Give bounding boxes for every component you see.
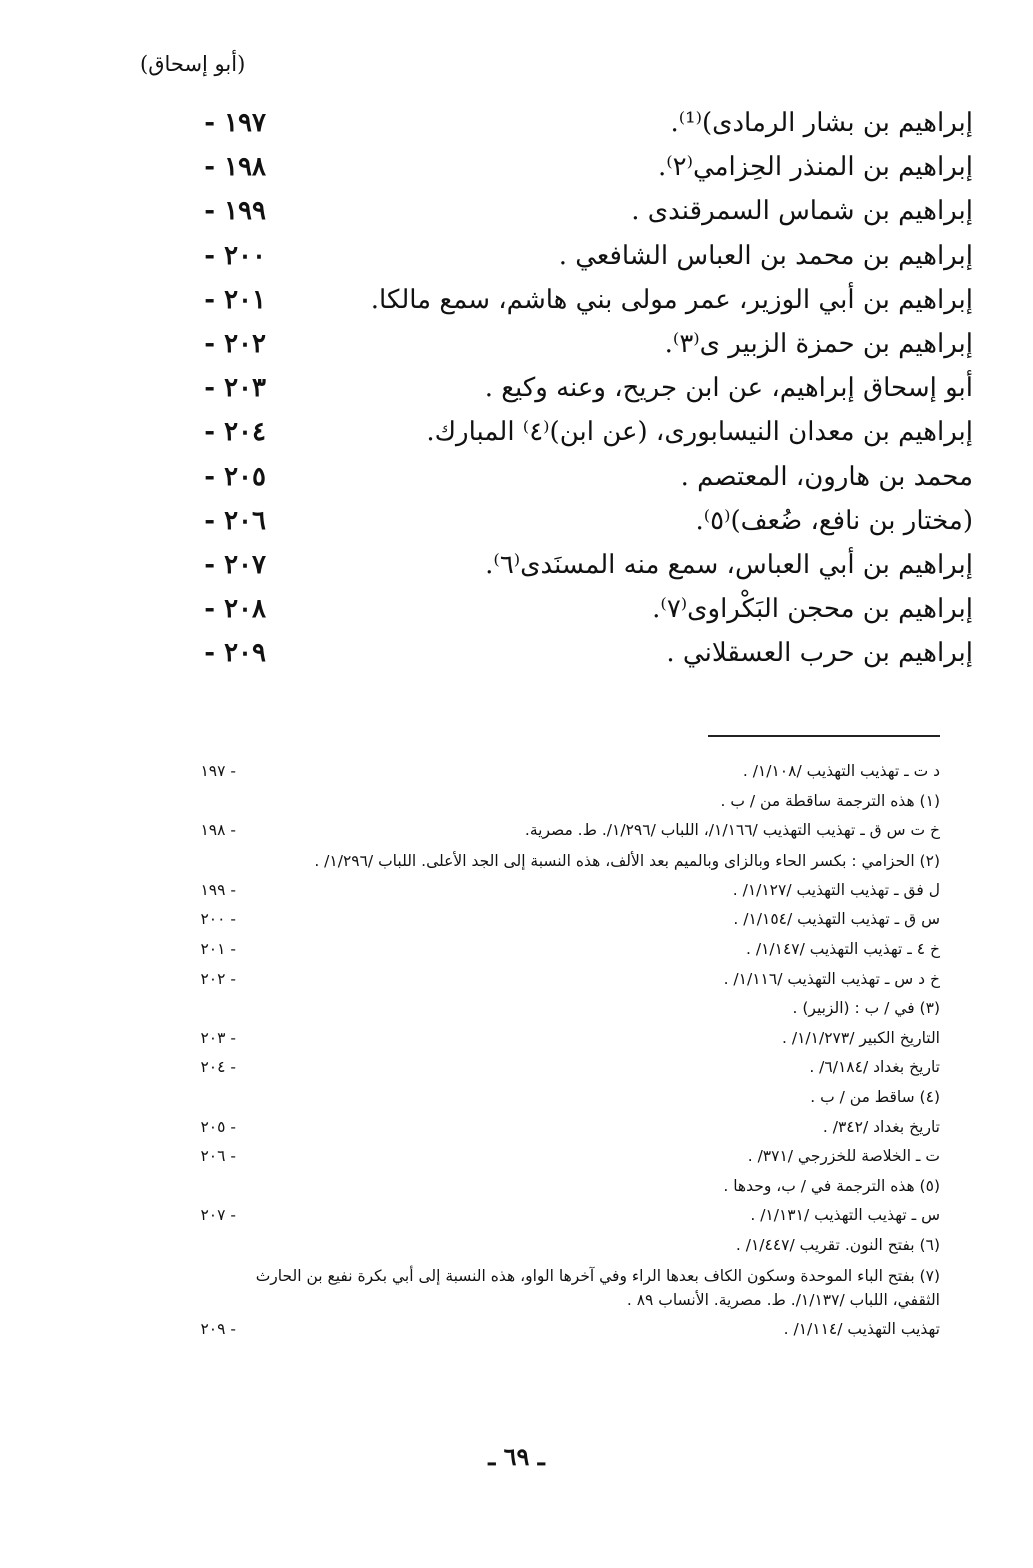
footnote-row	[140, 1142, 940, 1172]
footnote-number: - ٢٠٧	[200, 1206, 236, 1225]
footnote-text: س ـ تهذيب التهذيب /١/١٣١/ .	[750, 1206, 940, 1225]
entry-text: إبراهيم بن محجن البَكْراوى⁽٧⁾.	[652, 594, 973, 625]
footnote-number: - ٢٠٢	[200, 969, 236, 988]
entry-row	[153, 550, 973, 594]
entry-number: ٢٠٣ -	[204, 373, 266, 404]
entry-list	[153, 108, 973, 682]
footnote-row	[140, 1231, 940, 1261]
entry-text: أبو إسحاق إبراهيم، عن ابن جريح، وعنه وكيع .	[484, 373, 973, 404]
footnote-number: - ٢٠١	[200, 939, 236, 958]
entry-number: ٢٠٦ -	[204, 505, 266, 536]
footnote-text: (٢) الحزامي : بكسر الحاء وبالزاى وبالميم بعد الألف، هذه النسبة إلى الجد الأعلى. اللباب /١/٢٩٦/ .	[314, 851, 940, 870]
entry-text: إبراهيم بن محمد بن العباس الشافعي .	[558, 240, 973, 271]
entry-row	[153, 196, 973, 240]
footnote-row	[140, 876, 940, 906]
footnote-row	[140, 1201, 940, 1231]
entry-text: إبراهيم بن بشار الرمادى)⁽¹⁾.	[670, 108, 973, 138]
entry-row	[153, 638, 973, 682]
footnote-text: ت ـ الخلاصة للخزرجي /٣٧١/ .	[747, 1147, 940, 1166]
footnote-text: (٧) بفتح الباء الموحدة وسكون الكاف بعدها الراء وفي آخرها الواو، هذه النسبة إلى أبي بكرة نفيع بن الحارث الثقفي، اللباب /١/١٣٧/. ط. مصرية. الأنساب ٨٩ .	[255, 1266, 940, 1309]
footnote-text: تهذيب التهذيب /١/١١٤/ .	[783, 1319, 940, 1338]
footnote-row	[140, 1053, 940, 1083]
entry-number: ٢٠٠ -	[204, 240, 266, 271]
page-number: ـ ٦٩ ـ	[488, 1442, 545, 1471]
footnote-number: - ٢٠٥	[200, 1117, 236, 1136]
entry-number: ١٩٩ -	[204, 196, 266, 227]
entry-text: إبراهيم بن أبي العباس، سمع منه المسنَدى⁽٦⁾.	[485, 549, 973, 580]
entry-row	[153, 417, 973, 461]
footnote-row	[140, 935, 940, 965]
footnote-number: - ٢٠٦	[200, 1147, 236, 1166]
entry-number: ٢٠٤ -	[204, 417, 266, 448]
footnote-number: - ٢٠٩	[200, 1319, 236, 1338]
footnote-number	[140, 1172, 236, 1202]
entry-row	[153, 152, 973, 196]
footnote-text: (١) هذه الترجمة ساقطة من / ب .	[720, 791, 940, 810]
footnote-row	[140, 1315, 940, 1345]
footnote-text: س ق ـ تهذيب التهذيب /١/١٥٤/ .	[733, 910, 940, 929]
footnote-number: - ٢٠٠	[200, 910, 236, 929]
entry-number: ٢٠٩ -	[204, 638, 266, 669]
footnote-text: خ د س ـ تهذيب التهذيب /١/١١٦/ .	[723, 969, 940, 988]
entry-row	[153, 241, 973, 285]
entry-number: ٢٠٨ -	[204, 594, 266, 625]
footnote-row	[140, 1083, 940, 1113]
entry-row	[153, 329, 973, 373]
footnote-row	[140, 846, 940, 876]
footnote-number	[140, 1264, 236, 1312]
footnote-text: خ ت س ق ـ تهذيب التهذيب /١/١٦٦/، اللباب /١/٢٩٦/. ط. مصرية.	[524, 821, 940, 840]
footnote-text: (٦) بفتح النون. تقريب /١/٤٤٧/ .	[735, 1235, 940, 1254]
footnote-row	[140, 1261, 940, 1315]
footnote-text: (٤) ساقط من / ب .	[810, 1087, 940, 1106]
footnote-text: خ ٤ ـ تهذيب التهذيب /١/١٤٧/ .	[746, 939, 940, 958]
footnote-number: - ٢٠٣	[200, 1028, 236, 1047]
footnote-text: د ت ـ تهذيب التهذيب /١/١٠٨/ .	[742, 762, 940, 780]
footnote-row	[140, 816, 940, 846]
entry-number: ٢٠٧ -	[204, 549, 266, 580]
footnotes	[140, 757, 940, 1344]
entry-number: ١٩٨ -	[204, 152, 266, 183]
footnote-text: ل فق ـ تهذيب التهذيب /١/١٢٧/ .	[732, 880, 940, 899]
entry-number: ١٩٧ -	[204, 108, 266, 138]
entry-text: إبراهيم بن أبي الوزير، عمر مولى بني هاشم، سمع مالكا.	[370, 284, 973, 315]
footnote-number	[140, 1231, 236, 1261]
footnote-number: - ٢٠٤	[200, 1058, 236, 1077]
entry-text: إبراهيم بن حمزة الزبير ى⁽٣⁾.	[664, 328, 973, 359]
entry-text: (مختار بن نافع، ضُعف)⁽٥⁾.	[695, 505, 973, 536]
entry-row	[153, 373, 973, 417]
entry-text: محمد بن هارون، المعتصم .	[680, 461, 973, 492]
entry-row	[153, 462, 973, 506]
footnote-row	[140, 1024, 940, 1054]
footnote-row	[140, 787, 940, 817]
entry-text: إبراهيم بن شماس السمرقندى .	[631, 196, 973, 227]
footnote-text: (٣) في / ب : (الزبير) .	[792, 999, 940, 1018]
entry-number: ٢٠٢ -	[204, 328, 266, 359]
entry-text: إبراهيم بن المنذر الحِزامي⁽٢⁾.	[657, 152, 973, 183]
entry-row	[153, 594, 973, 638]
entry-number: ٢٠١ -	[204, 284, 266, 315]
entry-text: إبراهيم بن معدان النيسابورى، (عن ابن)⁽٤⁾ المبارك.	[426, 417, 973, 448]
footnote-row	[140, 994, 940, 1024]
entry-row	[153, 506, 973, 550]
footnote-row	[140, 965, 940, 995]
footnote-number: - ١٩٩	[200, 880, 236, 899]
footnote-row	[140, 1113, 940, 1143]
footnote-number	[140, 1083, 236, 1113]
entry-row	[153, 108, 973, 152]
footnote-number	[140, 994, 236, 1024]
entry-text: إبراهيم بن حرب العسقلاني .	[666, 638, 973, 669]
footnote-text: تاريخ بغداد /٣٤٢/ .	[822, 1117, 940, 1136]
footnote-number	[140, 787, 236, 817]
footnote-divider	[708, 735, 940, 737]
entry-number: ٢٠٥ -	[204, 461, 266, 492]
footnote-number	[140, 849, 236, 873]
footnote-text: (٥) هذه الترجمة في / ب، وحدها .	[723, 1176, 940, 1195]
entry-row	[153, 285, 973, 329]
footnote-number: - ١٩٧	[200, 762, 236, 780]
running-title: (أبو إسحاق)	[140, 52, 246, 76]
footnote-row	[140, 905, 940, 935]
footnote-row	[140, 757, 940, 787]
footnote-row	[140, 1172, 940, 1202]
footnote-number: - ١٩٨	[200, 821, 236, 840]
footnote-text: تاريخ بغداد /٦/١٨٤/ .	[809, 1058, 940, 1077]
footnote-text: التاريخ الكبير /١/١/٢٧٣/ .	[782, 1028, 940, 1047]
